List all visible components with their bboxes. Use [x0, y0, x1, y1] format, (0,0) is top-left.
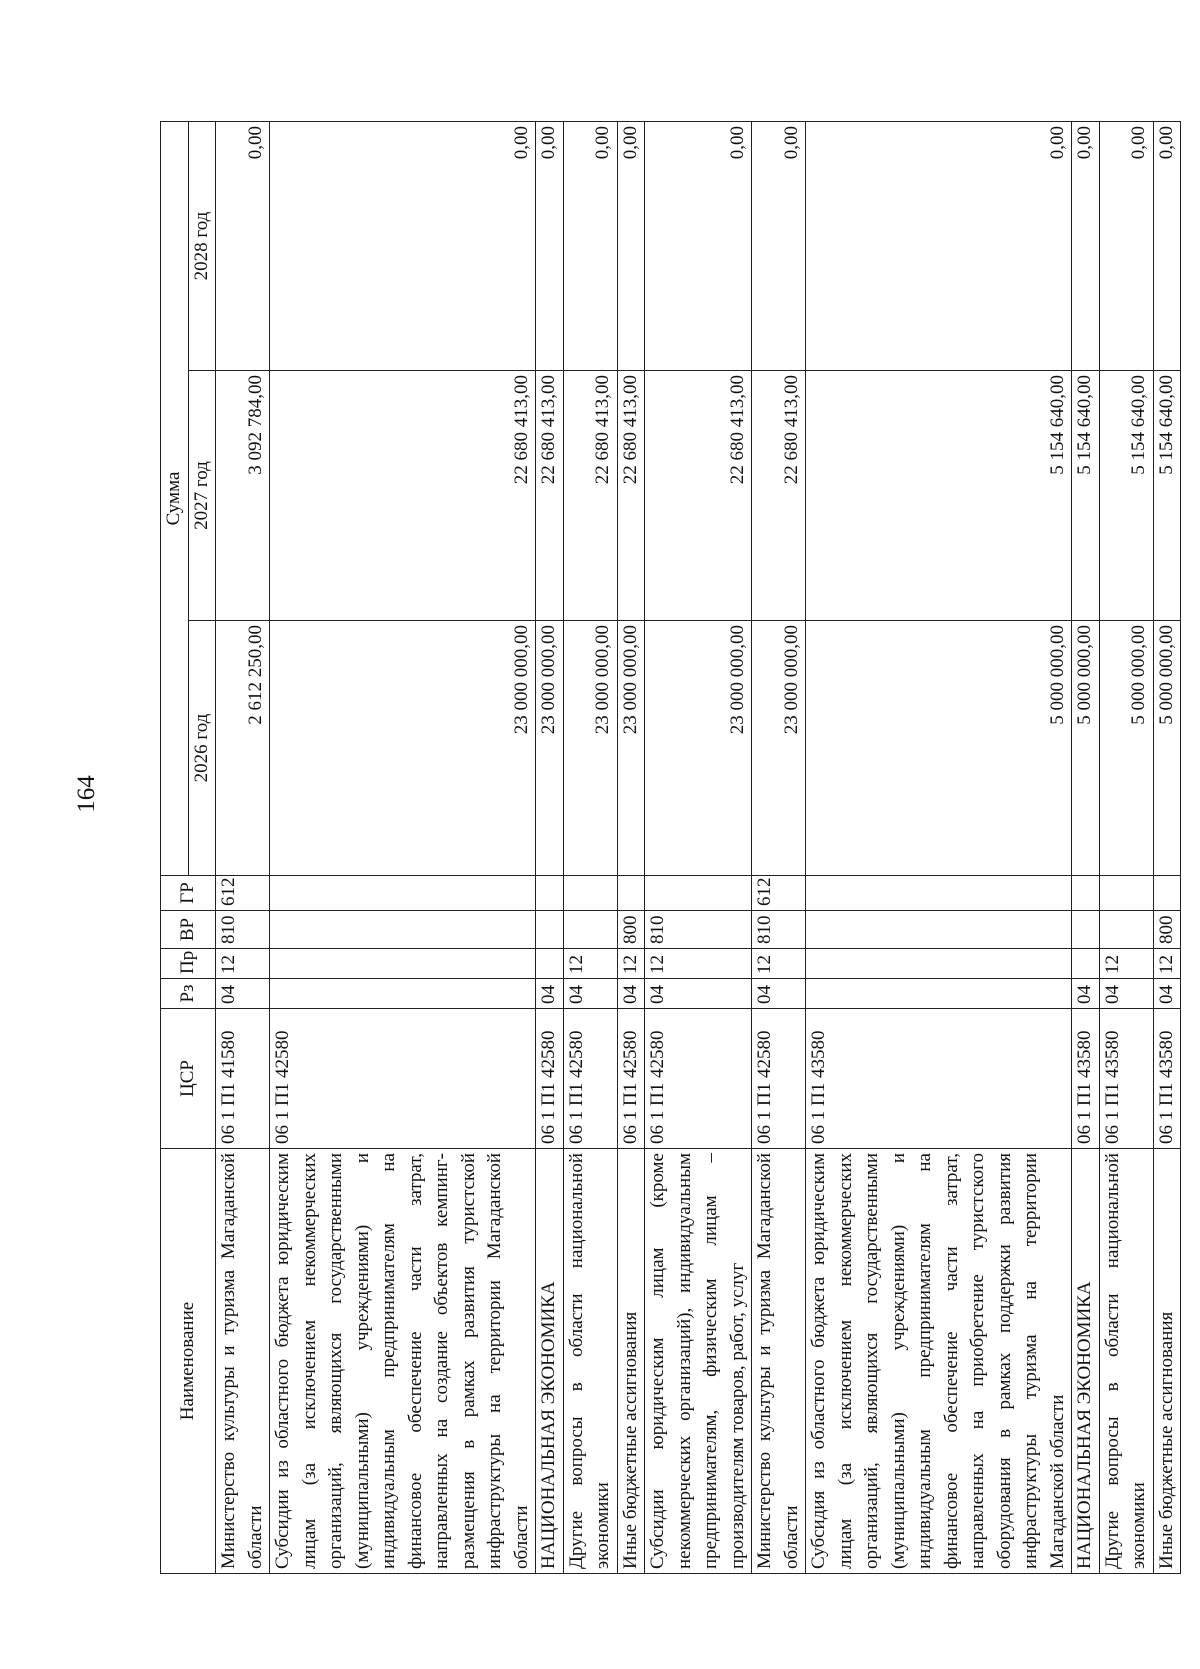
budget-table — [160, 121, 1181, 1574]
cell-vr — [806, 911, 1072, 949]
header-sum: Сумма — [161, 122, 189, 876]
cell-gr: 612 — [752, 876, 806, 911]
cell-vr: 800 — [617, 911, 645, 949]
cell-y2026: 23 000 000,00 — [536, 621, 564, 876]
cell-rz — [270, 979, 536, 1009]
cell-y2027: 3 092 784,00 — [216, 371, 270, 621]
header-name: Наименование — [161, 1149, 216, 1574]
cell-gr — [1072, 876, 1100, 911]
cell-gr — [1099, 876, 1153, 911]
table-row — [270, 122, 536, 1574]
cell-rz: 04 — [1153, 979, 1181, 1009]
cell-y2027: 22 680 413,00 — [536, 371, 564, 621]
cell-csr: 06 1 П1 43580 — [1072, 1009, 1100, 1149]
cell-vr — [270, 911, 536, 949]
cell-rz: 04 — [1099, 979, 1153, 1009]
cell-pr: 12 — [617, 949, 645, 979]
cell-gr — [806, 876, 1072, 911]
cell-csr: 06 1 П1 42580 — [645, 1009, 752, 1149]
cell-pr — [806, 949, 1072, 979]
cell-rz: 04 — [617, 979, 645, 1009]
cell-y2027: 22 680 413,00 — [617, 371, 645, 621]
cell-name: Министерство культуры и туризма Магаданской области — [216, 1149, 270, 1574]
cell-csr: 06 1 П1 43580 — [806, 1009, 1072, 1149]
cell-y2026: 23 000 000,00 — [617, 621, 645, 876]
cell-pr: 12 — [752, 949, 806, 979]
cell-pr: 12 — [563, 949, 617, 979]
cell-pr: 12 — [645, 949, 752, 979]
cell-csr: 06 1 П1 42580 — [270, 1009, 536, 1149]
cell-gr — [617, 876, 645, 911]
cell-vr — [1099, 911, 1153, 949]
cell-csr: 06 1 П1 42580 — [536, 1009, 564, 1149]
cell-y2028: 0,00 — [1072, 122, 1100, 371]
cell-pr — [536, 949, 564, 979]
cell-y2026: 5 000 000,00 — [1072, 621, 1100, 876]
table-row — [1153, 122, 1181, 1574]
cell-vr: 810 — [645, 911, 752, 949]
table-row — [563, 122, 617, 1574]
cell-y2028: 0,00 — [1153, 122, 1181, 371]
cell-pr: 12 — [1099, 949, 1153, 979]
table-row — [536, 122, 564, 1574]
cell-y2027: 5 154 640,00 — [806, 371, 1072, 621]
cell-y2027: 5 154 640,00 — [1072, 371, 1100, 621]
cell-y2028: 0,00 — [1099, 122, 1153, 371]
header-row-1 — [161, 122, 189, 1574]
rotated-budget-table — [160, 122, 1177, 1574]
cell-y2026: 23 000 000,00 — [752, 621, 806, 876]
cell-pr: 12 — [216, 949, 270, 979]
cell-y2026: 23 000 000,00 — [563, 621, 617, 876]
cell-y2028: 0,00 — [752, 122, 806, 371]
table-row — [645, 122, 752, 1574]
cell-csr: 06 1 П1 42580 — [563, 1009, 617, 1149]
table-row — [216, 122, 270, 1574]
header-year-2026: 2026 год — [188, 621, 216, 876]
cell-rz — [806, 979, 1072, 1009]
cell-y2028: 0,00 — [806, 122, 1072, 371]
cell-rz: 04 — [536, 979, 564, 1009]
cell-csr: 06 1 П1 42580 — [752, 1009, 806, 1149]
cell-y2028: 0,00 — [216, 122, 270, 371]
cell-gr — [1153, 876, 1181, 911]
cell-gr — [563, 876, 617, 911]
cell-csr: 06 1 П1 41580 — [216, 1009, 270, 1149]
cell-y2027: 5 154 640,00 — [1153, 371, 1181, 621]
cell-name: Другие вопросы в области национальной экономики — [1099, 1149, 1153, 1574]
cell-name: НАЦИОНАЛЬНАЯ ЭКОНОМИКА — [536, 1149, 564, 1574]
page-number: 164 — [73, 775, 100, 813]
cell-vr: 810 — [216, 911, 270, 949]
table-row — [1072, 122, 1100, 1574]
table-row — [617, 122, 645, 1574]
cell-gr — [645, 876, 752, 911]
cell-y2028: 0,00 — [645, 122, 752, 371]
cell-y2028: 0,00 — [270, 122, 536, 371]
cell-pr — [270, 949, 536, 979]
cell-csr: 06 1 П1 42580 — [617, 1009, 645, 1149]
cell-rz: 04 — [563, 979, 617, 1009]
cell-vr — [563, 911, 617, 949]
cell-gr — [270, 876, 536, 911]
header-year-2028: 2028 год — [188, 122, 216, 371]
cell-y2026: 5 000 000,00 — [806, 621, 1072, 876]
cell-pr: 12 — [1153, 949, 1181, 979]
cell-csr: 06 1 П1 43580 — [1099, 1009, 1153, 1149]
cell-name: Субсидии из областного бюджета юридическим лицам (за исключением некоммерческих организаций, являющихся государственными (муниципальными) учреждениями) и индивидуальным предпринимателям на финансовое обеспечение части затрат, направленных на создание объектов кемпинг-размещения в рамках развития туристской инфраструктуры на территории Магаданской области — [270, 1149, 536, 1574]
cell-y2028: 0,00 — [617, 122, 645, 371]
cell-y2026: 5 000 000,00 — [1099, 621, 1153, 876]
cell-rz: 04 — [216, 979, 270, 1009]
header-year-2027: 2027 год — [188, 371, 216, 621]
cell-y2028: 0,00 — [536, 122, 564, 371]
header-csr: ЦСР — [161, 1009, 216, 1149]
cell-y2027: 5 154 640,00 — [1099, 371, 1153, 621]
cell-y2027: 22 680 413,00 — [645, 371, 752, 621]
cell-y2028: 0,00 — [563, 122, 617, 371]
cell-y2027: 22 680 413,00 — [563, 371, 617, 621]
cell-y2026: 23 000 000,00 — [270, 621, 536, 876]
cell-y2026: 23 000 000,00 — [645, 621, 752, 876]
header-pr: Пр — [161, 949, 216, 979]
header-vr: ВР — [161, 911, 216, 949]
header-rz: Рз — [161, 979, 216, 1009]
cell-pr — [1072, 949, 1100, 979]
cell-name: Министерство культуры и туризма Магаданской области — [752, 1149, 806, 1574]
cell-gr — [536, 876, 564, 911]
cell-y2027: 22 680 413,00 — [270, 371, 536, 621]
cell-vr: 810 — [752, 911, 806, 949]
cell-name: НАЦИОНАЛЬНАЯ ЭКОНОМИКА — [1072, 1149, 1100, 1574]
cell-name: Иные бюджетные ассигнования — [1153, 1149, 1181, 1574]
cell-y2026: 2 612 250,00 — [216, 621, 270, 876]
cell-y2026: 5 000 000,00 — [1153, 621, 1181, 876]
cell-name: Другие вопросы в области национальной экономики — [563, 1149, 617, 1574]
cell-rz: 04 — [1072, 979, 1100, 1009]
cell-rz: 04 — [645, 979, 752, 1009]
cell-gr: 612 — [216, 876, 270, 911]
cell-vr — [536, 911, 564, 949]
table-row — [752, 122, 806, 1574]
cell-name: Субсидия из областного бюджета юридическим лицам (за исключением некоммерческих организаций, являющихся государственными (муниципальными) учреждениями) и индивидуальным предпринимателям на финансовое обеспечение части затрат, направленных на приобретение туристского оборудования в рамках поддержки развития инфраструктуры туризма на территории Магаданской области — [806, 1149, 1072, 1574]
cell-vr — [1072, 911, 1100, 949]
table-row — [1099, 122, 1153, 1574]
cell-y2027: 22 680 413,00 — [752, 371, 806, 621]
cell-rz: 04 — [752, 979, 806, 1009]
table-row — [806, 122, 1072, 1574]
cell-name: Иные бюджетные ассигнования — [617, 1149, 645, 1574]
cell-name: Субсидии юридическим лицам (кроме некоммерческих организаций), индивидуальным предпринимателям, физическим лицам – производителям товаров, работ, услуг — [645, 1149, 752, 1574]
cell-csr: 06 1 П1 43580 — [1153, 1009, 1181, 1149]
cell-vr: 800 — [1153, 911, 1181, 949]
header-gr: ГР — [161, 876, 216, 911]
